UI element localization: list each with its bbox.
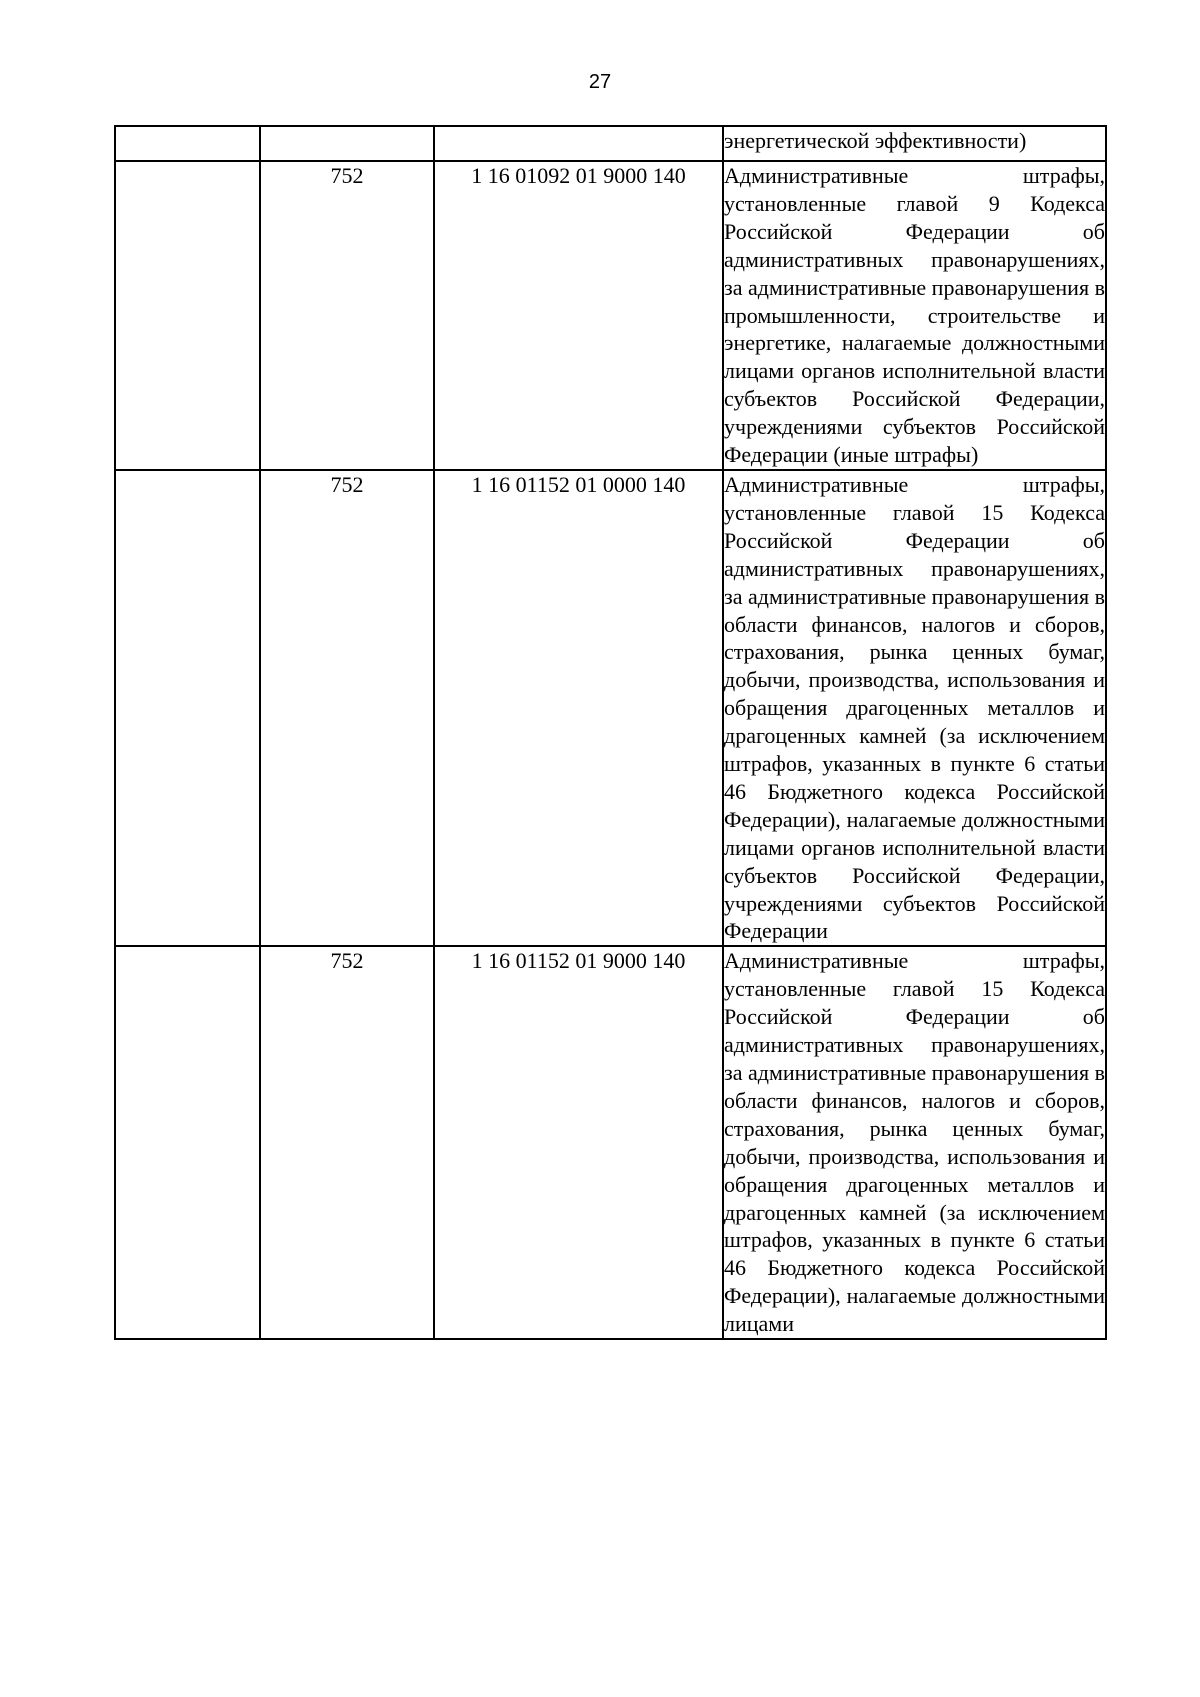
description-text: энергетической эффективности) xyxy=(724,128,1027,153)
admin-code-cell xyxy=(260,946,434,1339)
kbk-code: 1 16 01152 01 0000 140 xyxy=(471,471,686,497)
kbk-code-cell xyxy=(434,126,723,161)
page-number: 27 xyxy=(588,71,612,93)
table-row xyxy=(115,946,1106,1339)
description-cell xyxy=(723,946,1106,1339)
description-text: Административные штрафы, установленные главой 15 Кодекса Российской Федерации об административных правонарушениях, за административные правонарушения в области финансов, налогов и сборов, страхования, рынка ценных бумаг, добычи, производства, использования и обращения драгоценных металлов и драгоценных камней (за исключением штрафов, указанных в пункте 6 статьи 46 Бюджетного кодекса Российской Федерации), налагаемые должностными лицами xyxy=(724,948,1105,1337)
admin-code: 752 xyxy=(330,471,364,497)
kbk-code-cell xyxy=(434,470,723,946)
kbk-code-cell xyxy=(434,161,723,470)
empty-cell xyxy=(115,946,260,1339)
kbk-code: 1 16 01152 01 9000 140 xyxy=(471,948,686,974)
admin-code-cell xyxy=(260,126,434,161)
admin-code: 752 xyxy=(330,163,364,188)
description-text: Административные штрафы, установленные главой 9 Кодекса Российской Федерации об административных правонарушениях, за административные правонарушения в промышленности, строительстве и энергетике, налагаемые должностными лицами органов исполнительной власти субъектов Российской Федерации, учреждениями субъектов Российской Федерации (иные штрафы) xyxy=(724,163,1105,468)
description-cell xyxy=(723,126,1106,161)
empty-cell xyxy=(115,126,260,161)
empty-cell xyxy=(115,161,260,470)
admin-code-cell xyxy=(260,161,434,470)
table-row xyxy=(115,161,1106,470)
revenue-codes-table xyxy=(114,125,1107,1340)
kbk-code: 1 16 01092 01 9000 140 xyxy=(471,163,686,188)
table-row xyxy=(115,470,1106,946)
admin-code-cell xyxy=(260,470,434,946)
description-cell xyxy=(723,470,1106,946)
description-text: Административные штрафы, установленные главой 15 Кодекса Российской Федерации об административных правонарушениях, за административные правонарушения в области финансов, налогов и сборов, страхования, рынка ценных бумаг, добычи, производства, использования и обращения драгоценных металлов и драгоценных камней (за исключением штрафов, указанных в пункте 6 статьи 46 Бюджетного кодекса Российской Федерации), налагаемые должностными лицами органов исполнительной власти субъектов Российской Федерации, учреждениями субъектов Российской Федерации xyxy=(724,471,1105,944)
kbk-code-cell xyxy=(434,946,723,1339)
description-cell xyxy=(723,161,1106,470)
admin-code: 752 xyxy=(330,948,364,974)
table-row xyxy=(115,126,1106,161)
empty-cell xyxy=(115,470,260,946)
